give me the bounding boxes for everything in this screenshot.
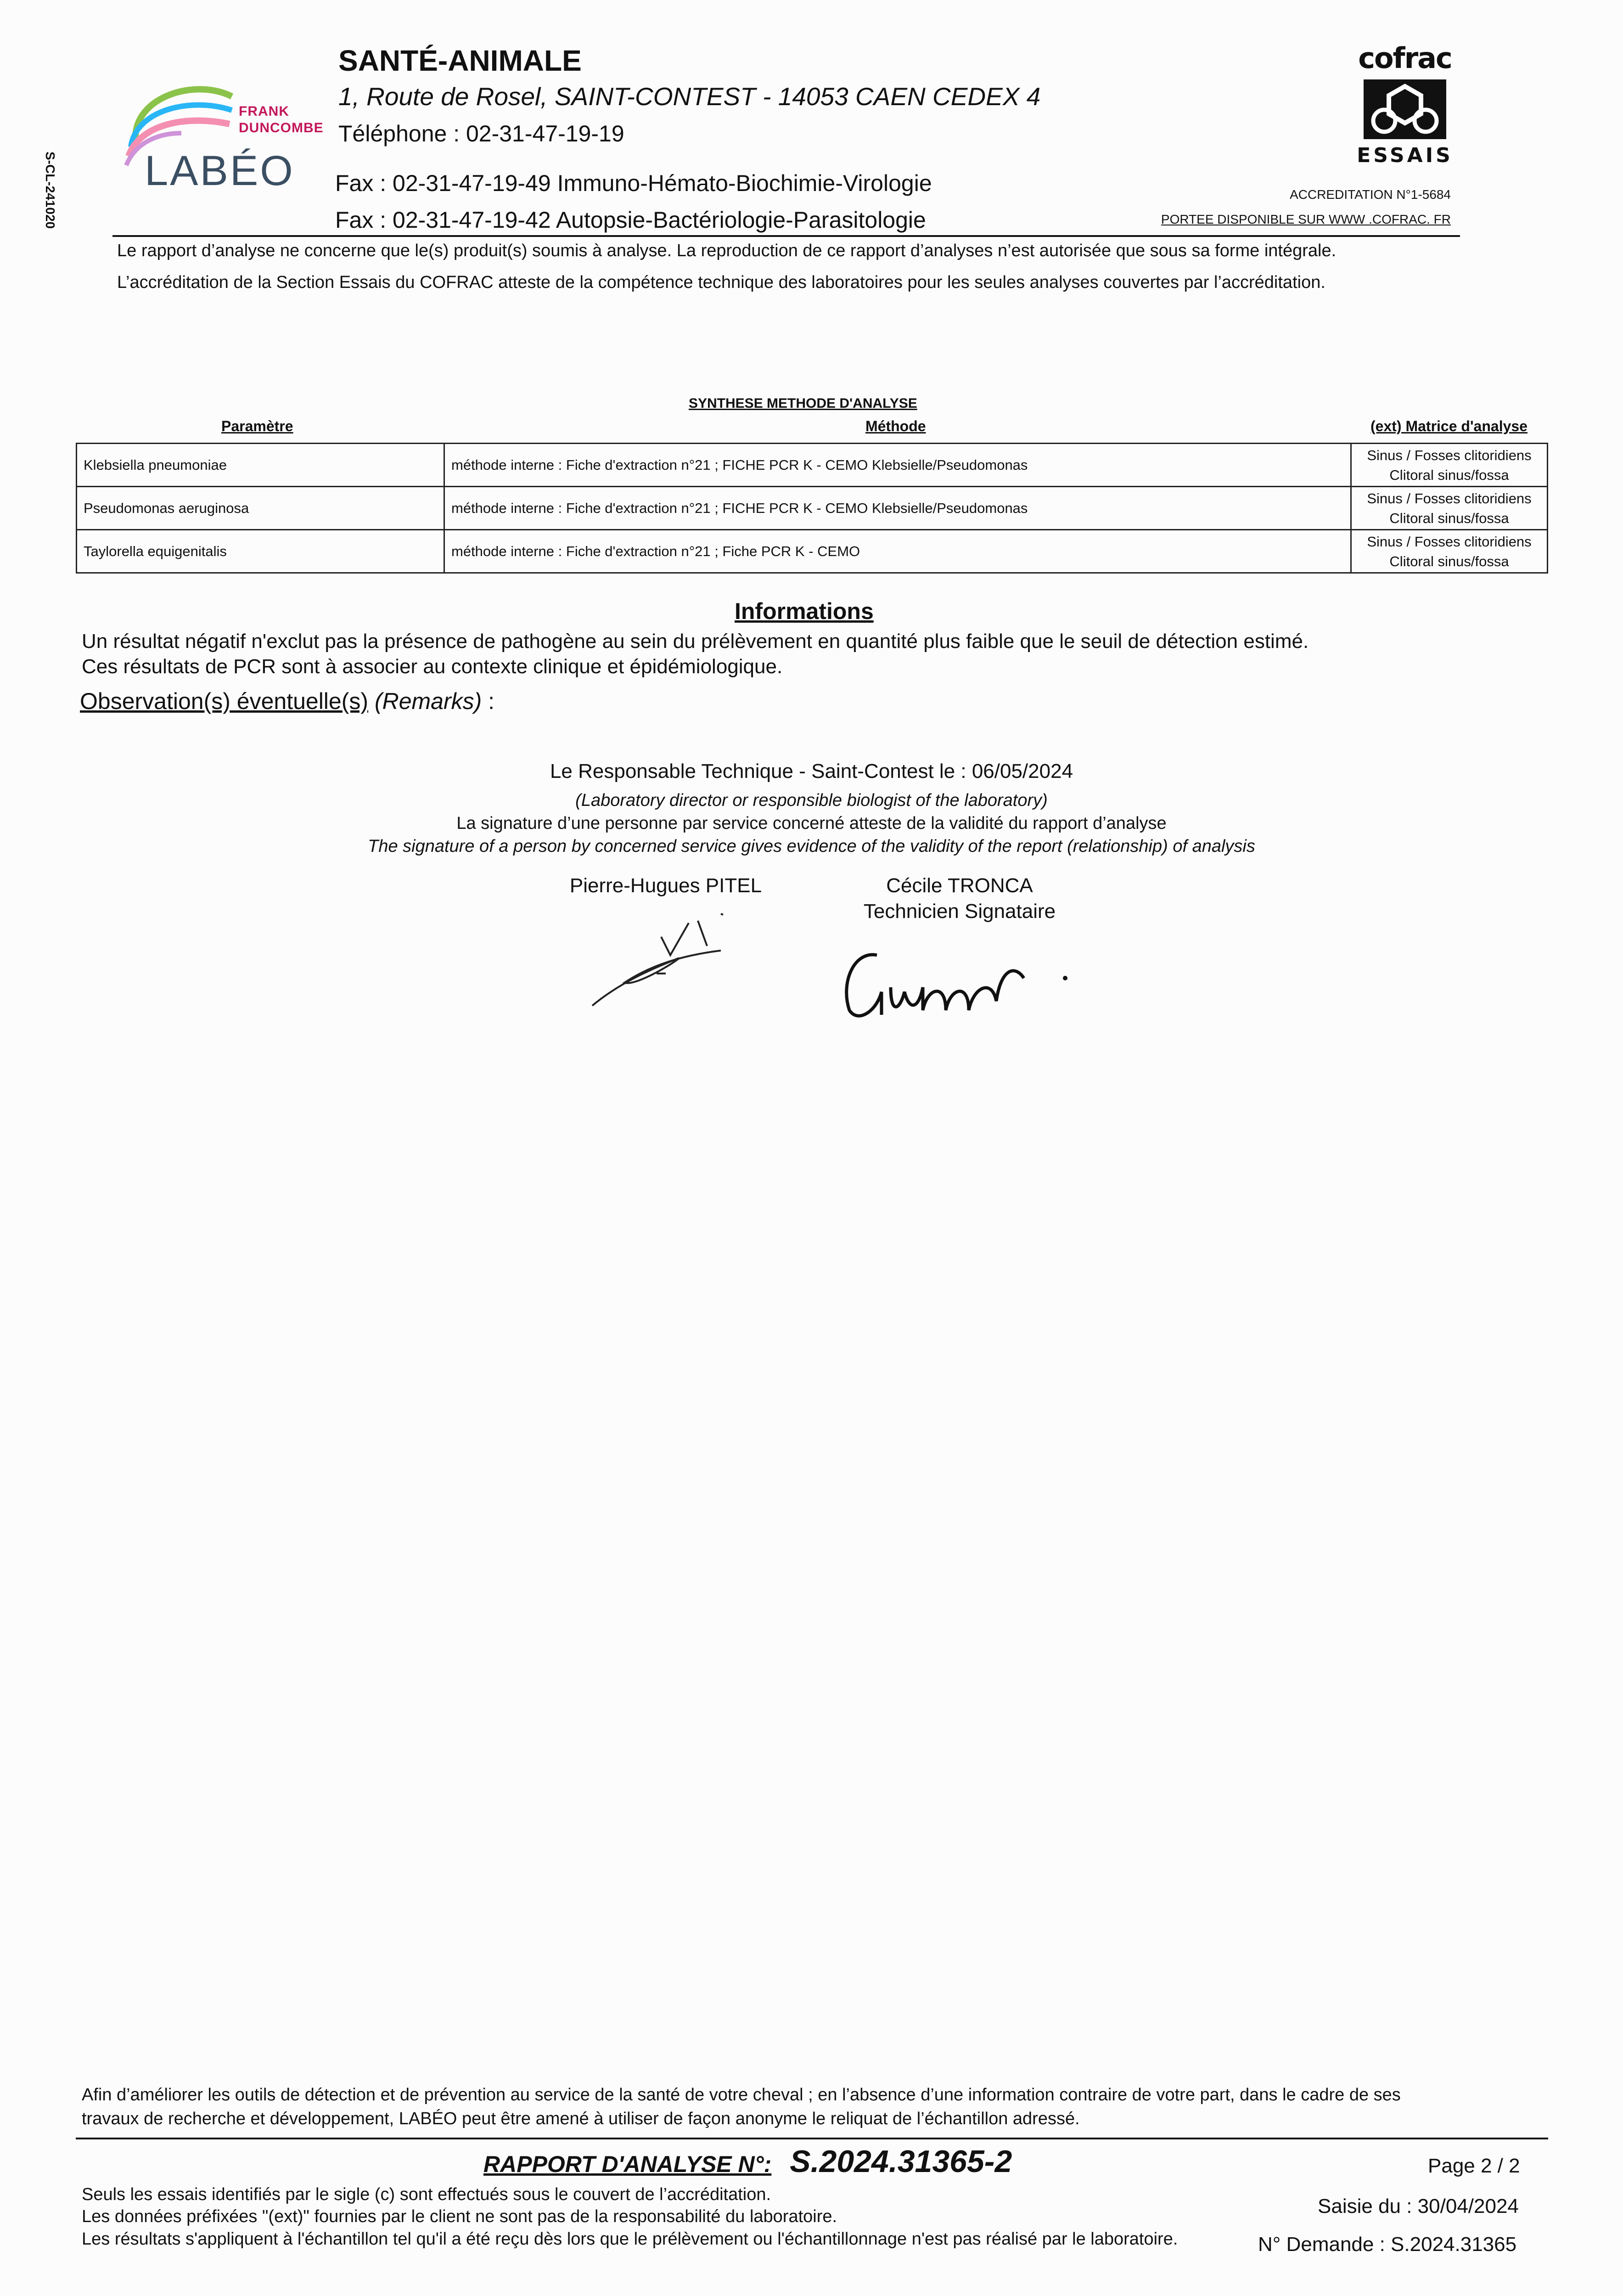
- observation-label: Observation(s) éventuelle(s): [80, 688, 369, 714]
- observation-colon: :: [482, 688, 495, 714]
- lab-director-line: (Laboratory director or responsible biologist of the laboratory): [575, 791, 1048, 810]
- observation-remarks: (Remarks): [374, 688, 482, 714]
- cell-matrix-fr: Sinus / Fosses clitoridiens: [1367, 490, 1532, 506]
- saisie-date: Saisie du : 30/04/2024: [1318, 2195, 1519, 2217]
- col-header-methode: Méthode: [865, 418, 926, 434]
- cell-param: Klebsiella pneumoniae: [77, 444, 444, 487]
- table-row: [77, 487, 1548, 530]
- signatory-2-name: Cécile TRONCA: [886, 874, 1033, 897]
- cell-matrix-fr: Sinus / Fosses clitoridiens: [1367, 447, 1532, 463]
- logo-frank-text: FRANK: [239, 104, 289, 119]
- accreditation-number: ACCREDITATION N°1-5684: [1290, 187, 1451, 202]
- cofrac-hex-icon: [1357, 75, 1453, 144]
- informations-line-2: Ces résultats de PCR sont à associer au contexte clinique et épidémiologique.: [82, 655, 783, 678]
- logo-labeo-text: LABÉO: [145, 147, 295, 194]
- page-number: Page 2 / 2: [1428, 2155, 1520, 2177]
- cell-param: Taylorella equigenitalis: [77, 530, 444, 573]
- col-header-matrice: (ext) Matrice d'analyse: [1370, 418, 1528, 434]
- cell-matrix-en: Clitoral sinus/fossa: [1389, 510, 1509, 526]
- signature-note-fr: La signature d’une personne par service concerné atteste de la validité du rapport d’analyse: [456, 814, 1167, 833]
- header-divider: [112, 235, 1460, 237]
- footer-divider: [76, 2138, 1548, 2139]
- cell-matrix-en: Clitoral sinus/fossa: [1389, 553, 1509, 569]
- synthese-title: SYNTHESE METHODE D'ANALYSE: [689, 396, 917, 411]
- synthese-table: [76, 443, 1548, 574]
- labeo-logo: [117, 78, 324, 197]
- lab-fax-2: Fax : 02-31-47-19-42 Autopsie-Bactériologie-Parasitologie: [335, 207, 926, 233]
- demande-number: N° Demande : S.2024.31365: [1258, 2233, 1517, 2256]
- table-row: [77, 444, 1548, 487]
- footer-line-b: Les données préfixées "(ext)" fournies par le client ne sont pas de la responsabilité du laboratoire.: [82, 2207, 837, 2226]
- informations-title: Informations: [735, 598, 874, 624]
- observation-line: [80, 688, 494, 715]
- cell-matrix: [1351, 487, 1548, 530]
- cell-method: méthode interne : Fiche d'extraction n°21 ; Fiche PCR K - CEMO: [444, 530, 1351, 573]
- signatory-2-role: Technicien Signataire: [863, 900, 1056, 923]
- cofrac-top-text: cofrac: [1358, 41, 1452, 75]
- rapport-value: S.2024.31365-2: [790, 2144, 1012, 2179]
- logo-frank-duncombe: [239, 103, 324, 136]
- responsable-line: Le Responsable Technique - Saint-Contest le : 06/05/2024: [550, 760, 1073, 782]
- portee-link[interactable]: PORTEE DISPONIBLE SUR WWW .COFRAC. FR: [1161, 212, 1451, 226]
- footer-line-a: Seuls les essais identifiés par le sigle (c) sont effectués sous le couvert de l’accréditation.: [82, 2185, 771, 2204]
- cell-matrix: [1351, 444, 1548, 487]
- table-row: [77, 530, 1548, 573]
- lab-phone: Téléphone : 02-31-47-19-19: [338, 121, 624, 146]
- cofrac-bottom-text: ESSAIS: [1357, 144, 1453, 167]
- signature-note-en: The signature of a person by concerned service gives evidence of the validity of the report (relationship) of analysis: [368, 837, 1255, 856]
- notice-reproduction: Le rapport d’analyse ne concerne que le(s) produit(s) soumis à analyse. La reproduction de ce rapport d’analyses n’est autorisée que sous sa forme intégrale.: [117, 241, 1337, 260]
- cell-method: méthode interne : Fiche d'extraction n°21 ; FICHE PCR K - CEMO Klebsielle/Pseudomonas: [444, 487, 1351, 530]
- footer-notice-line-2: travaux de recherche et développement, LABÉO peut être amené à utiliser de façon anonyme le reliquat de l’échantillon adressé.: [82, 2109, 1080, 2128]
- logo-duncombe-text: DUNCOMBE: [239, 120, 324, 135]
- rapport-label: RAPPORT D'ANALYSE N°:: [483, 2151, 772, 2177]
- footer-line-c: Les résultats s'appliquent à l'échantillon tel qu'il a été reçu dès lors que le prélèvement ou l'échantillonnage n'est pas réalisé par le laboratoire.: [82, 2229, 1178, 2249]
- notice-accreditation: L’accréditation de la Section Essais du COFRAC atteste de la compétence technique des laboratoires pour les seules analyses couvertes par l’accréditation.: [117, 273, 1325, 292]
- signatory-1-name: Pierre-Hugues PITEL: [569, 874, 762, 897]
- cofrac-logo: [1357, 41, 1453, 179]
- lab-name: SANTÉ-ANIMALE: [338, 44, 582, 77]
- lab-fax-1: Fax : 02-31-47-19-49 Immuno-Hémato-Biochimie-Virologie: [335, 170, 932, 196]
- cell-matrix-fr: Sinus / Fosses clitoridiens: [1367, 533, 1532, 550]
- footer-notice: [82, 2083, 1551, 2131]
- signature-pitel-icon: [583, 905, 748, 1015]
- lab-address: 1, Route de Rosel, SAINT-CONTEST - 14053 CAEN CEDEX 4: [338, 82, 1041, 111]
- informations-line-1: Un résultat négatif n'exclut pas la présence de pathogène au sein du prélèvement en quantité plus faible que le seuil de détection estimé.: [82, 630, 1309, 653]
- side-code: S-CL-241020: [43, 152, 57, 229]
- signature-tronca-icon: [840, 941, 1079, 1024]
- footer-notice-line-1: Afin d’améliorer les outils de détection et de prévention au service de la santé de votre cheval ; en l’absence d’une information contraire de votre part, dans le cadre de ses: [82, 2085, 1401, 2105]
- cell-method: méthode interne : Fiche d'extraction n°21 ; FICHE PCR K - CEMO Klebsielle/Pseudomonas: [444, 444, 1351, 487]
- cell-matrix: [1351, 530, 1548, 573]
- col-header-parametre: Paramètre: [221, 418, 293, 434]
- cell-param: Pseudomonas aeruginosa: [77, 487, 444, 530]
- cell-matrix-en: Clitoral sinus/fossa: [1389, 467, 1509, 483]
- rapport-number: [483, 2144, 1012, 2179]
